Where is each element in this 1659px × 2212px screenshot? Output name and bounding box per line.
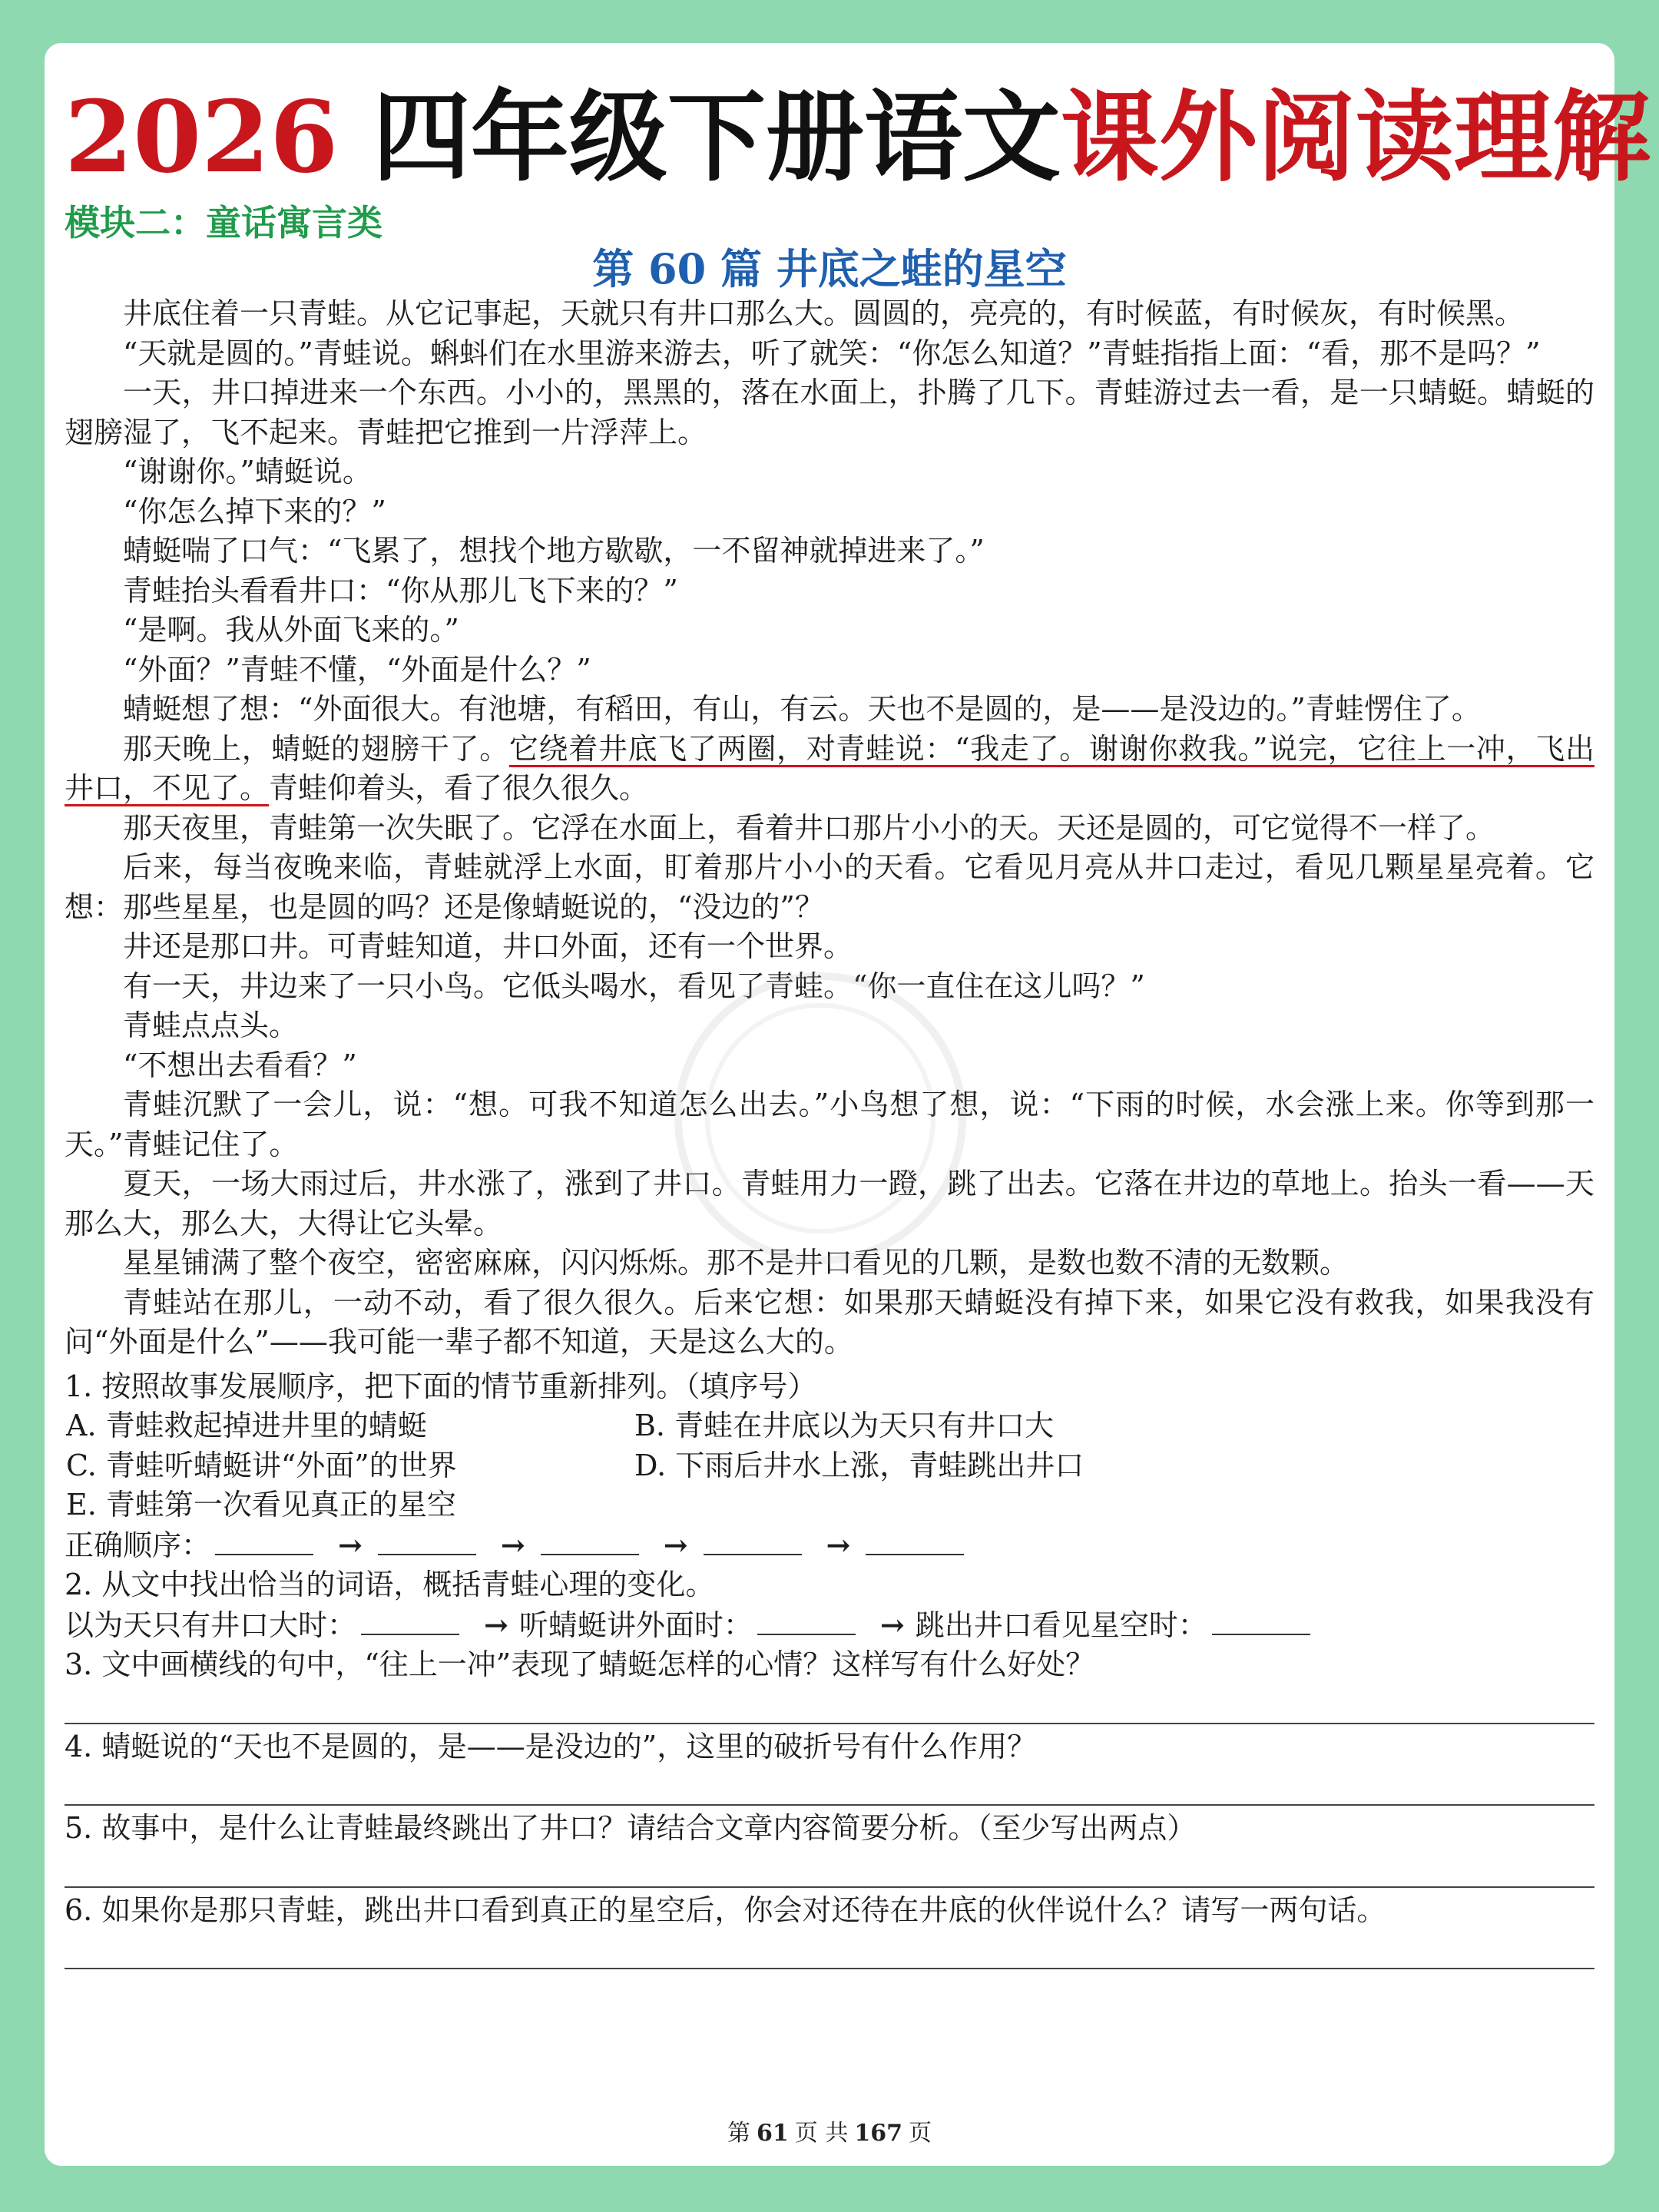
question-5: 5. 故事中，是什么让青蛙最终跳出了井口？请结合文章内容简要分析。（至少写出两点） bbox=[65, 1811, 1197, 1845]
page-middle: 页 共 bbox=[794, 2120, 849, 2147]
story-paragraph: 青蛙站在那儿，一动不动，看了很久很久。后来它想：如果那天蜻蜓没有掉下来，如果它没有救我，如果我没有问“外面是什么”——我可能一辈子都不知道，天是这么大的。 bbox=[65, 1285, 1594, 1359]
module-label: 模块二：童话寓言类 bbox=[65, 202, 382, 243]
option-e: E. 青蛙第一次看见真正的星空 bbox=[66, 1488, 456, 1522]
story-paragraph: 蜻蜓喘了口气：“飞累了，想找个地方歇歇，一不留神就掉进来了。” bbox=[123, 534, 985, 568]
story-paragraph: 青蛙沉默了一会儿，说：“想。可我不知道怎么出去。”小鸟想了想，说：“下雨的时候，水会涨上来。你等到那一天。”青蛙记住了。 bbox=[65, 1088, 1594, 1161]
answer-blank[interactable] bbox=[215, 1528, 313, 1555]
story-text-segment: 那天晚上，蜻蜓的翅膀干了。 bbox=[123, 731, 509, 766]
answer-order-label: 正确顺序： bbox=[65, 1528, 211, 1562]
answer-line[interactable] bbox=[65, 1849, 1594, 1888]
arrow-icon: → bbox=[500, 1527, 525, 1562]
story-paragraph: 井还是那口井。可青蛙知道，井口外面，还有一个世界。 bbox=[123, 929, 853, 963]
story-paragraph: 青蛙抬头看看井口：“你从那儿飞下来的？” bbox=[123, 573, 678, 608]
answer-line[interactable] bbox=[65, 1930, 1594, 1969]
story-text bbox=[65, 294, 1594, 1363]
arrow-icon: → bbox=[663, 1527, 688, 1562]
question-4: 4. 蜻蜓说的“天也不是圆的，是——是没边的”，这里的破折号有什么作用？ bbox=[65, 1729, 1037, 1763]
option-c: C. 青蛙听蜻蜓讲“外面”的世界 bbox=[66, 1448, 457, 1482]
question-1: 1. 按照故事发展顺序，把下面的情节重新排列。（填序号） bbox=[65, 1369, 817, 1403]
answer-blank[interactable] bbox=[757, 1608, 856, 1635]
title-grade: 四年级下册语文 bbox=[372, 81, 1061, 195]
story-paragraph: “不想出去看看？” bbox=[123, 1048, 357, 1082]
story-text-segment: 青蛙仰着头，看了很久很久。 bbox=[269, 771, 649, 805]
question-1-answer-row bbox=[65, 1525, 1594, 1566]
question-3: 3. 文中画横线的句中，“往上一冲”表现了蜻蜓怎样的心情？这样写有什么好处？ bbox=[65, 1647, 1095, 1681]
title-topic: 课外阅读理解 bbox=[1060, 81, 1651, 195]
story-paragraph: “谢谢你。”蜻蜓说。 bbox=[123, 455, 372, 488]
stage-label: 以为天只有井口大时： bbox=[65, 1608, 357, 1642]
answer-line[interactable] bbox=[65, 1685, 1594, 1724]
story-paragraph-underlined bbox=[65, 730, 1594, 809]
answer-line[interactable] bbox=[65, 1767, 1594, 1806]
page-prefix: 第 bbox=[727, 2120, 751, 2147]
page-suffix: 页 bbox=[908, 2120, 932, 2147]
story-paragraph: 星星铺满了整个夜空，密密麻麻，闪闪烁烁。那不是井口看见的几颗，是数也数不清的无数颗。 bbox=[123, 1246, 1349, 1280]
answer-blank[interactable] bbox=[361, 1608, 459, 1635]
story-paragraph: “天就是圆的。”青蛙说。蝌蚪们在水里游来游去，听了就笑：“你怎么知道？”青蛙指指上面：“看，那不是吗？” bbox=[123, 336, 1541, 370]
story-paragraph: 夏天，一场大雨过后，井水涨了，涨到了井口。青蛙用力一蹬，跳了出去。它落在井边的草地上。抬头一看——天那么大，那么大，大得让它头晕。 bbox=[65, 1167, 1594, 1240]
current-page: 61 bbox=[757, 2120, 789, 2147]
question-6: 6. 如果你是那只青蛙，跳出井口看到真正的星空后，你会对还待在井底的伙伴说什么？请写一两句话。 bbox=[65, 1892, 1386, 1927]
option-d: D. 下雨后井水上涨，青蛙跳出井口 bbox=[634, 1448, 1084, 1482]
question-1-options bbox=[65, 1406, 1594, 1525]
answer-blank[interactable] bbox=[1212, 1608, 1310, 1635]
answer-blank[interactable] bbox=[866, 1528, 964, 1555]
arrow-icon: → bbox=[879, 1607, 905, 1642]
stage-label: 听蜻蜓讲外面时： bbox=[518, 1608, 753, 1642]
page-number bbox=[45, 2114, 1614, 2147]
arrow-icon: → bbox=[826, 1527, 851, 1562]
story-paragraph: 有一天，井边来了一只小鸟。它低头喝水，看见了青蛙。“你一直住在这儿吗？” bbox=[123, 969, 1145, 1003]
option-b: B. 青蛙在井底以为天只有井口大 bbox=[634, 1409, 1055, 1442]
total-pages: 167 bbox=[854, 2120, 902, 2147]
title-year: 2026 bbox=[65, 80, 339, 195]
stage-label: 跳出井口看见星空时： bbox=[915, 1608, 1207, 1642]
article-title: 第 60 篇 井底之蛙的星空 bbox=[592, 244, 1067, 293]
question-2-answer-row bbox=[65, 1605, 1594, 1646]
story-paragraph: 青蛙点点头。 bbox=[123, 1008, 299, 1042]
story-paragraph: 井底住着一只青蛙。从它记事起，天就只有井口那么大。圆圆的，亮亮的，有时候蓝，有时候灰，有时候黑。 bbox=[123, 296, 1525, 330]
story-paragraph: 后来，每当夜晚来临，青蛙就浮上水面，盯着那片小小的天看。它看见月亮从井口走过，看见几颗星星亮着。它想：那些星星，也是圆的吗？还是像蜻蜓说的，“没边的”？ bbox=[65, 850, 1594, 924]
worksheet-page bbox=[45, 43, 1651, 2166]
answer-blank[interactable] bbox=[378, 1528, 476, 1555]
worksheet-title bbox=[65, 80, 1651, 196]
answer-blank[interactable] bbox=[704, 1528, 802, 1555]
story-paragraph: 那天夜里，青蛙第一次失眠了。它浮在水面上，看着井口那片小小的天。天还是圆的，可它觉得不一样了。 bbox=[123, 810, 1495, 845]
story-paragraph: “外面？”青蛙不懂，“外面是什么？” bbox=[123, 652, 591, 687]
question-2: 2. 从文中找出恰当的词语，概括青蛙心理的变化。 bbox=[65, 1568, 715, 1601]
story-paragraph: 蜻蜓想了想：“外面很大。有池塘，有稻田，有山，有云。天也不是圆的，是——是没边的。”青蛙愣住了。 bbox=[123, 692, 1481, 726]
questions-section bbox=[65, 1367, 1594, 1970]
option-a: A. 青蛙救起掉进井里的蜻蜓 bbox=[66, 1409, 427, 1442]
arrow-icon: → bbox=[484, 1607, 508, 1642]
underlined-sentence: 它绕着井底飞了两圈，对青蛙说：“我走了。谢谢你救我。”说完，它往上一冲，飞出井口，不见了。 bbox=[65, 731, 1594, 805]
story-paragraph: “是啊。我从外面飞来的。” bbox=[123, 613, 459, 647]
story-paragraph: 一天，井口掉进来一个东西。小小的，黑黑的，落在水面上，扑腾了几下。青蛙游过去一看，是一只蜻蜓。蜻蜓的翅膀湿了，飞不起来。青蛙把它推到一片浮萍上。 bbox=[65, 376, 1594, 449]
answer-blank[interactable] bbox=[541, 1528, 639, 1555]
story-paragraph: “你怎么掉下来的？” bbox=[123, 494, 386, 528]
arrow-icon: → bbox=[338, 1527, 363, 1562]
